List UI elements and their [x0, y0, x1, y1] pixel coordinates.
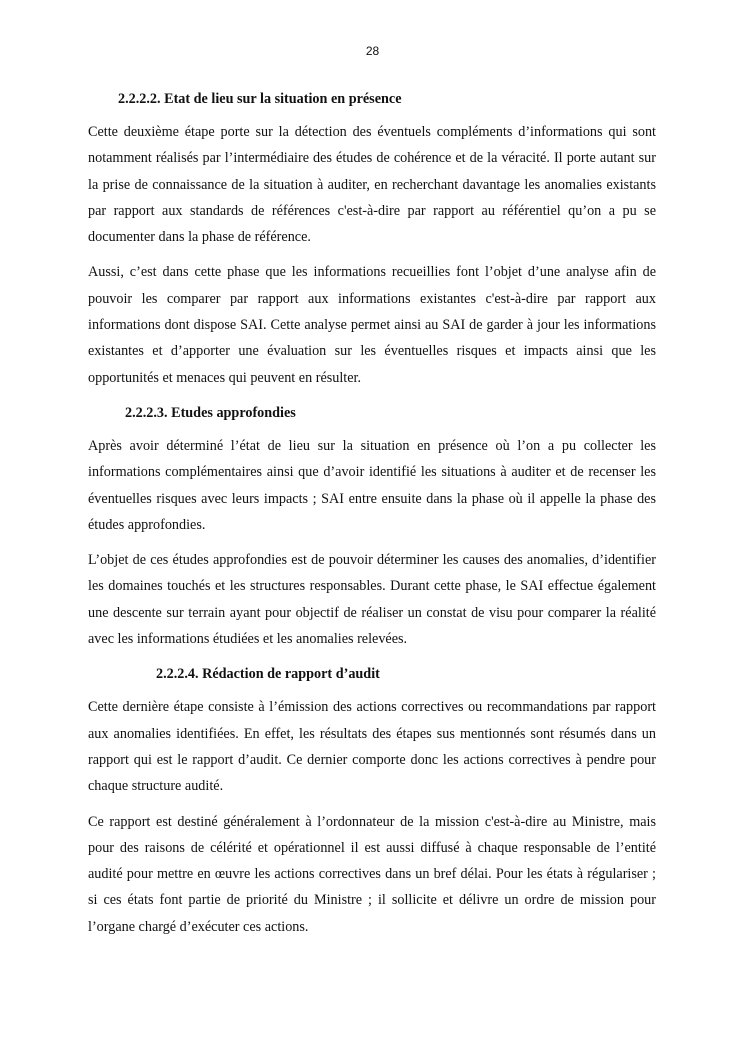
paragraph: Après avoir déterminé l’état de lieu sur la situation en présence où l’on a pu collecter les informations complémentaires ainsi que d’avoir identifié les situations à auditer et de recenser les éventuelles risques avec leurs impacts ; SAI entre ensuite dans la phase où il appelle la phase des études approfondies.	[88, 437, 656, 533]
paragraph: Ce rapport est destiné généralement à l’ordonnateur de la mission c'est-à-dire au Ministre, mais pour des raisons de célérité et opérationnel il est aussi diffusé à chaque responsable de l’entité audité pour mettre en œuvre les actions correctives dans un bref délai. Pour les états à régulariser ; si ces états font partie de priorité du Ministre ; il sollicite et délivre un ordre de mission pour l’organe chargé d’exécuter ces actions.	[88, 813, 656, 935]
section-heading-2-2-2-4: 2.2.2.4. Rédaction de rapport d’audit	[156, 666, 380, 683]
document-body	[88, 86, 656, 949]
paragraph: Cette deuxième étape porte sur la détection des éventuels compléments d’informations qui sont notamment réalisés par l’intermédiaire des études de cohérence et de la véracité. Il porte autant sur la prise de connaissance de la situation à auditer, en recherchant davantage les anomalies existants par rapport aux standards de références c'est-à-dire par rapport au référentiel qu’on a pu se documenter dans la phase de référence.	[88, 124, 656, 246]
paragraph: Cette dernière étape consiste à l’émission des actions correctives ou recommandations par rapport aux anomalies identifiées. En effet, les résultats des étapes sus mentionnés sont résumés dans un rapport qui est le rapport d’audit. Ce dernier comporte donc les actions correctives à pendre pour chaque structure audité.	[88, 699, 656, 795]
paragraph: L’objet de ces études approfondies est de pouvoir déterminer les causes des anomalies, d’identifier les domaines touchés et les structures responsables. Durant cette phase, le SAI effectue également une descente sur terrain ayant pour objectif de réaliser un constat de visu pour comparer la réalité avec les informations étudiées et les anomalies relevées.	[88, 552, 656, 648]
paragraph: Aussi, c’est dans cette phase que les informations recueillies font l’objet d’une analyse afin de pouvoir les comparer par rapport aux informations existantes c'est-à-dire par rapport aux informations dont dispose SAI. Cette analyse permet ainsi au SAI de garder à jour les informations existantes et d’apporter une évaluation sur les éventuelles risques et impacts ainsi que les opportunités et menaces qui peuvent en résulter.	[88, 264, 656, 386]
section-heading-2-2-2-3: 2.2.2.3. Etudes approfondies	[125, 404, 296, 421]
page-number: 28	[365, 44, 380, 58]
section-heading-2-2-2-2: 2.2.2.2. Etat de lieu sur la situation en présence	[118, 91, 402, 107]
